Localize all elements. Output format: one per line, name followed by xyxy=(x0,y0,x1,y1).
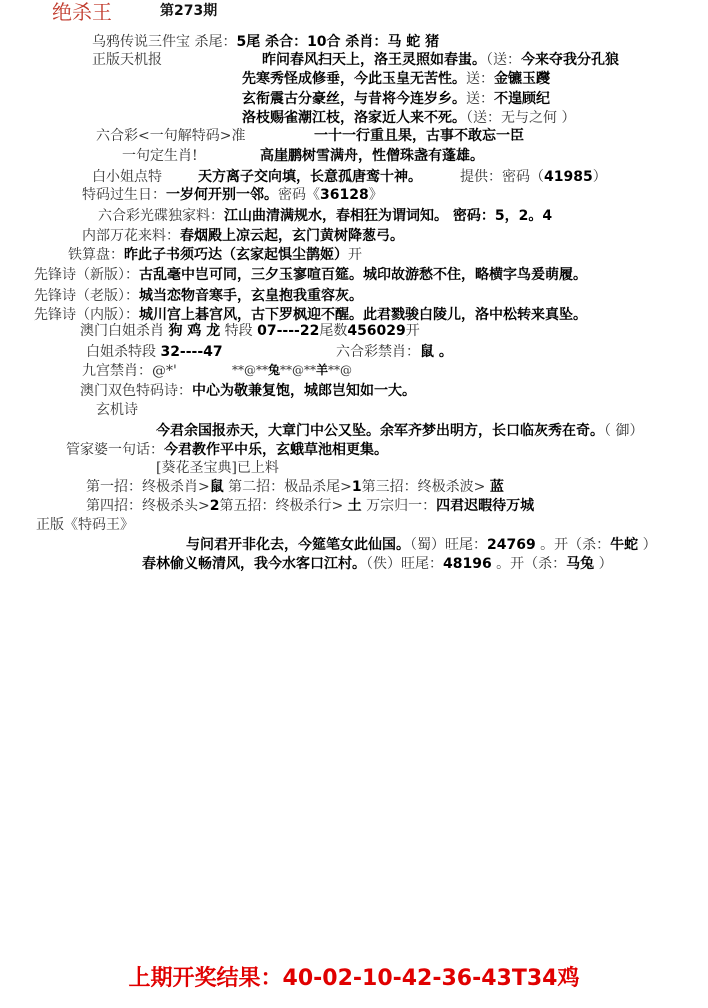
text-segment: 07----22 xyxy=(257,323,320,339)
last-draw-result: 上期开奖结果：40-02-10-42-36-43T34鸡 xyxy=(128,966,580,991)
text-segment: 5尾 杀合：10合 杀肖： xyxy=(236,34,388,50)
text-line xyxy=(86,345,223,359)
page-title: 绝杀王 xyxy=(52,0,112,24)
text-segment: 开 xyxy=(348,247,362,263)
text-line xyxy=(242,92,550,106)
text-segment: 。开（杀： xyxy=(491,556,567,572)
text-segment: 金镳玉躞 xyxy=(494,71,550,87)
text-segment: 鼠 xyxy=(209,479,224,495)
text-segment: 1 xyxy=(351,479,362,495)
text-line xyxy=(80,324,420,338)
text-segment: 六合彩光碟独家料： xyxy=(98,208,224,224)
text-line xyxy=(86,499,534,513)
text-segment: 41985 xyxy=(544,169,593,185)
text-segment: 兔 xyxy=(268,363,281,377)
text-segment: 土 xyxy=(347,498,362,514)
text-segment: 送： xyxy=(466,91,494,107)
text-segment: 澳门双色特码诗： xyxy=(80,383,192,399)
text-line xyxy=(82,229,404,243)
text-line xyxy=(92,53,162,67)
text-segment: 一十一行重且果，古事不敢忘一臣 xyxy=(314,128,524,144)
text-segment: 牛蛇 xyxy=(610,537,639,553)
text-segment: 城当恋物音寒手，玄皇抱我重容灰。 xyxy=(139,288,363,304)
text-line xyxy=(98,209,552,223)
text-line xyxy=(80,384,416,398)
text-segment: 一句定生肖! xyxy=(122,148,198,164)
text-segment: 马 蛇 猪 xyxy=(387,34,440,50)
text-segment: 玄机诗 xyxy=(96,402,138,418)
text-line xyxy=(314,129,524,143)
text-segment: 。开（杀： xyxy=(535,537,611,553)
text-segment: 鼠 。 xyxy=(420,344,453,360)
text-segment: 万宗归一： xyxy=(361,498,437,514)
text-segment: ） xyxy=(638,537,657,553)
text-segment: 蓝 xyxy=(489,479,504,495)
text-segment: ） xyxy=(592,169,607,185)
text-segment: 高崖鹏树雪满舟，性僧珠盏有蓬雄。 xyxy=(260,148,484,164)
text-segment: 48196 xyxy=(443,556,492,572)
text-line xyxy=(260,149,484,163)
text-line xyxy=(198,170,422,184)
text-segment: 36128 xyxy=(320,187,369,203)
text-segment: 尾数 xyxy=(319,323,348,339)
text-segment: 白小姐点特 xyxy=(92,169,162,185)
text-segment: 洛枝赐雀潮江枝，洛家近人来不死。 xyxy=(242,110,466,126)
text-segment: 玄衔震古分豪丝，与昔将今连岁乡。 xyxy=(242,91,466,107)
text-line xyxy=(34,268,587,282)
text-segment: [葵花圣宝典]已上料 xyxy=(156,460,279,476)
text-line xyxy=(66,443,388,457)
text-segment: 中心为敬兼复饱，城郎岂知如一大。 xyxy=(192,383,416,399)
text-segment: 先锋诗（内版）： xyxy=(34,307,139,323)
text-line xyxy=(122,149,198,163)
text-line xyxy=(262,53,619,67)
text-segment: （蜀）旺尾： xyxy=(410,537,487,553)
text-line xyxy=(460,170,607,184)
text-segment: 》 xyxy=(368,187,383,203)
text-line xyxy=(34,308,587,322)
text-line xyxy=(92,35,439,49)
text-line xyxy=(34,289,363,303)
text-segment: @*' xyxy=(152,363,177,379)
text-segment: 送： xyxy=(466,71,494,87)
text-segment: 提供：密码（ xyxy=(460,169,544,185)
text-segment: **@** xyxy=(280,363,317,377)
text-segment: 第一招：终极杀肖> xyxy=(86,479,210,495)
text-segment: 澳门白姐杀肖 xyxy=(80,323,169,339)
text-segment: 城川宫上碁宫风，古下罗枫迎不醒。此君戮骏白陵儿，洛中松转来真坠。 xyxy=(139,307,587,323)
text-segment: 不遑顾纪 xyxy=(494,91,550,107)
text-segment: 六合彩<一句解特码>准 xyxy=(96,128,246,144)
text-line xyxy=(186,538,657,552)
text-segment: 六合彩禁肖： xyxy=(336,344,420,360)
text-line xyxy=(86,480,504,494)
text-segment: 春林偷义畅清风，我今水客口江村。 xyxy=(142,556,366,572)
text-line xyxy=(96,129,245,143)
text-segment: 开 xyxy=(405,323,420,339)
text-segment: 今君余国报赤天，大章门中公又坠。余军齐梦出明方，长口临灰秀在奇。 xyxy=(156,423,604,439)
text-line xyxy=(92,170,162,184)
text-line xyxy=(82,188,383,202)
text-segment: 春烟殿上凉云起，玄门黄树降葱弓。 xyxy=(180,228,404,244)
text-segment: 狗 鸡 龙 xyxy=(168,323,221,339)
text-segment: 密码：5，2。4 xyxy=(448,208,553,224)
text-segment: **@ xyxy=(328,363,353,377)
text-segment: ） xyxy=(594,556,613,572)
text-segment: 正版《特码王》 xyxy=(36,517,134,533)
text-segment: （ 御） xyxy=(604,423,644,439)
text-segment: 昨问春风扫天上，洛王灵照如春蚩。 xyxy=(262,52,486,68)
text-segment: （送：无与之何 ） xyxy=(466,110,576,126)
text-line xyxy=(68,248,362,262)
text-segment: 江山曲清满规水，春相狂为谓词知。 xyxy=(224,208,448,224)
text-segment: 32----47 xyxy=(160,344,223,360)
text-segment: 铁算盘： xyxy=(68,247,124,263)
text-segment: 乌鸦传说三件宝 杀尾： xyxy=(92,34,237,50)
text-segment: 先锋诗（老版）： xyxy=(34,288,139,304)
text-segment: **@** xyxy=(232,363,268,377)
text-segment: 羊 xyxy=(316,363,329,377)
text-segment: 今来夺我分孔狼 xyxy=(521,52,619,68)
text-line xyxy=(156,461,279,475)
text-segment: 24769 xyxy=(487,537,536,553)
text-line xyxy=(242,111,575,125)
text-segment: 天方离子交向填，长意孤唐鸾十神。 xyxy=(198,169,422,185)
text-segment: （送： xyxy=(486,52,521,68)
text-line xyxy=(156,424,643,438)
text-segment: 第五招：终极杀行> xyxy=(219,498,348,514)
text-segment: 先寒秀怪成修垂，今此玉皇无苦性。 xyxy=(242,71,466,87)
text-segment: 第三招：终极杀波> xyxy=(361,479,490,495)
text-segment: 一岁何开别一邻。 xyxy=(166,187,278,203)
text-line xyxy=(142,557,613,571)
text-segment: 第四招：终极杀头> xyxy=(86,498,210,514)
text-segment: 四君迟暇待万城 xyxy=(436,498,535,514)
text-segment: 2 xyxy=(209,498,220,514)
text-line xyxy=(232,364,352,376)
text-line xyxy=(82,364,177,378)
text-segment: 密码《 xyxy=(278,187,320,203)
issue-number: 第273期 xyxy=(160,3,218,19)
text-segment: 第二招：极品杀尾> xyxy=(223,479,352,495)
text-line xyxy=(336,345,453,359)
text-segment: 管家婆一句话： xyxy=(66,442,164,458)
text-segment: 昨此子书须巧达（玄家起惧尘鹊姬） xyxy=(124,247,348,263)
text-segment: 今君教作平中乐，玄蛾草池相更集。 xyxy=(164,442,388,458)
text-line xyxy=(36,518,134,532)
text-segment: 与问君开非化去，今筵笔女此仙国。 xyxy=(186,537,410,553)
text-segment: 内部万花来料： xyxy=(82,228,180,244)
text-segment: 特段 xyxy=(220,323,258,339)
text-line xyxy=(96,403,138,417)
text-segment: （佚）旺尾： xyxy=(366,556,443,572)
text-segment: 456029 xyxy=(347,323,406,339)
text-segment: 古乱毫中岂可同，三夕玉寥喧百筵。城印故游愁不住，略横字鸟爰萌履。 xyxy=(139,267,587,283)
text-segment: 特码过生日： xyxy=(82,187,166,203)
text-line xyxy=(242,72,550,86)
text-segment: 先锋诗（新版）： xyxy=(34,267,139,283)
text-segment: 白姐杀特段 xyxy=(86,344,161,360)
text-segment: 九宫禁肖： xyxy=(82,363,152,379)
text-segment: 正版天机报 xyxy=(92,52,162,68)
text-segment: 马兔 xyxy=(566,556,595,572)
